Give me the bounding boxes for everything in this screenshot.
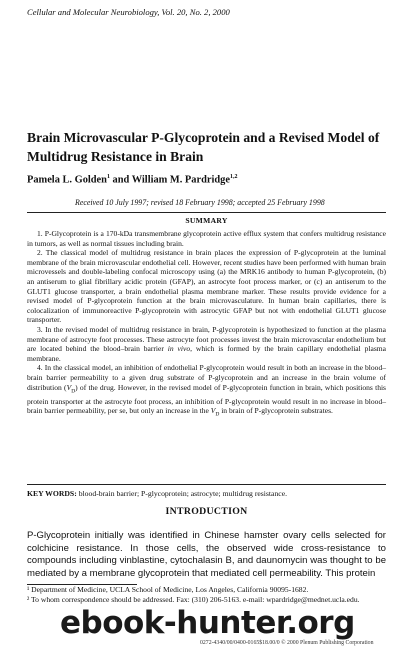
author-name: William M. Pardridge xyxy=(131,174,230,186)
author-conjunction: and xyxy=(109,174,132,186)
summary-bottom-rule xyxy=(27,484,386,485)
keywords-label: KEY WORDS: xyxy=(27,489,77,498)
intro-heading: INTRODUCTION xyxy=(165,506,248,517)
keywords-text: blood-brain barrier; P-glycoprotein; astrocyte; multidrug resistance. xyxy=(76,489,288,498)
summary-top-rule xyxy=(27,212,386,213)
volume-symbol: V xyxy=(66,382,72,392)
footnotes xyxy=(27,585,386,604)
volume-subscript: D xyxy=(215,411,220,418)
summary-text: 4. In the classical model, an inhibition of endothelial P-glycoprotein would result in both an increase in the blood–brain barrier permeability to a given drug substrate of P-glycoprotein and an increase in the brain volume of distribution ( xyxy=(27,363,386,392)
volume-symbol: V xyxy=(210,406,216,416)
footnote: ¹ Department of Medicine, UCLA School of Medicine, Los Angeles, California 90095-1682. xyxy=(27,585,309,594)
keywords-line xyxy=(27,489,287,498)
summary-body xyxy=(27,229,386,420)
summary-text: 3. In the revised model of multidrug resistance in brain, P-glycoprotein is hypothesized to function at the plasma membrane of astrocyte foot processes. These astrocyte foot processes invest the brain microvascular endothelium but are located behind the blood–brain barrier xyxy=(27,324,386,354)
summary-text: , which is formed by the brain capillary endothelial plasma membrane. xyxy=(27,344,387,363)
summary-text: in brain of P-glycoprotein substrates. xyxy=(219,406,333,416)
footnote: ² To whom correspondence should be addressed. Fax: (310) 206-5163. e-mail: wpardridge@mednet.ucla.edu. xyxy=(27,594,360,604)
intro-paragraph: P-Glycoprotein initially was identified in Chinese hamster ovary cells selected for colchicine resistance. In those cells, the observed wide cross-resistance to compounds including vinblastine, cytochalasin B, and daunomycin was thought to be mediated by a membrane glycoprotein that mediated cell permeability. This protein xyxy=(27,530,386,579)
copyright-line: 0272-4340/00/0400-0165$18.00/0 © 2000 Plenum Publishing Corporation xyxy=(200,640,374,646)
summary-paragraph xyxy=(27,325,386,363)
summary-paragraph xyxy=(27,363,386,420)
author-name: Pamela L. Golden xyxy=(27,174,107,186)
volume-subscript: D xyxy=(71,388,76,394)
summary-emphasis: in vivo xyxy=(167,344,191,354)
affiliation-mark: 1,2 xyxy=(229,174,238,180)
summary-paragraph: 1. P-Glycoprotein is a 170-kDa transmembrane glycoprotein active efflux system that confers multidrug resistance in tumors, as well as normal tissues including brain. xyxy=(27,229,386,248)
summary-heading: SUMMARY xyxy=(185,216,228,225)
journal-citation: Cellular and Molecular Neurobiology, Vol. 20, No. 2, 2000 xyxy=(27,7,230,17)
watermark-logo: ebook-hunter.org xyxy=(60,605,355,641)
received-dates: Received 10 July 1997; revised 18 February 1998; accepted 25 February 1998 xyxy=(75,198,325,207)
article-title: Brain Microvascular P-Glycoprotein and a Revised Model of Multidrug Resistance in Brain xyxy=(27,130,380,164)
summary-paragraph: 2. The classical model of multidrug resistance in brain places the expression of P-glycoprotein at the luminal membrane of the brain microvascular endothelial cell. However, recent studies have been performed with human brain microvessels and double-labeling confocal microscopy using (a) the MRK16 antibody to human P-glycoprotein, (b) an antiserum to glial fibrillary acidic protein (GFAP), an astrocyte foot process marker, or (c) an antiserum to the GLUT1 glucose transporter, a brain endothelial plasma membrane marker. These results provide evidence for a revised model of P-glycoprotein function at the brain microvasculature. In human brain capillaries, there is colocalization of immunoreactive P-glycoprotein with astrocytic GFAP but not with endothelial GLUT1 glucose transporter. xyxy=(27,248,386,325)
summary-text: ) of the drug. However, in the revised model of P-glycoprotein function in brain, which positions this protein transporter at the astrocyte foot process, an inhibition of P-glycoprotein would result in no increase in blood–brain barrier permeability, per se, but only an increase in the xyxy=(27,382,386,416)
affiliation-mark: 1 xyxy=(106,174,110,180)
author-line xyxy=(27,174,237,185)
